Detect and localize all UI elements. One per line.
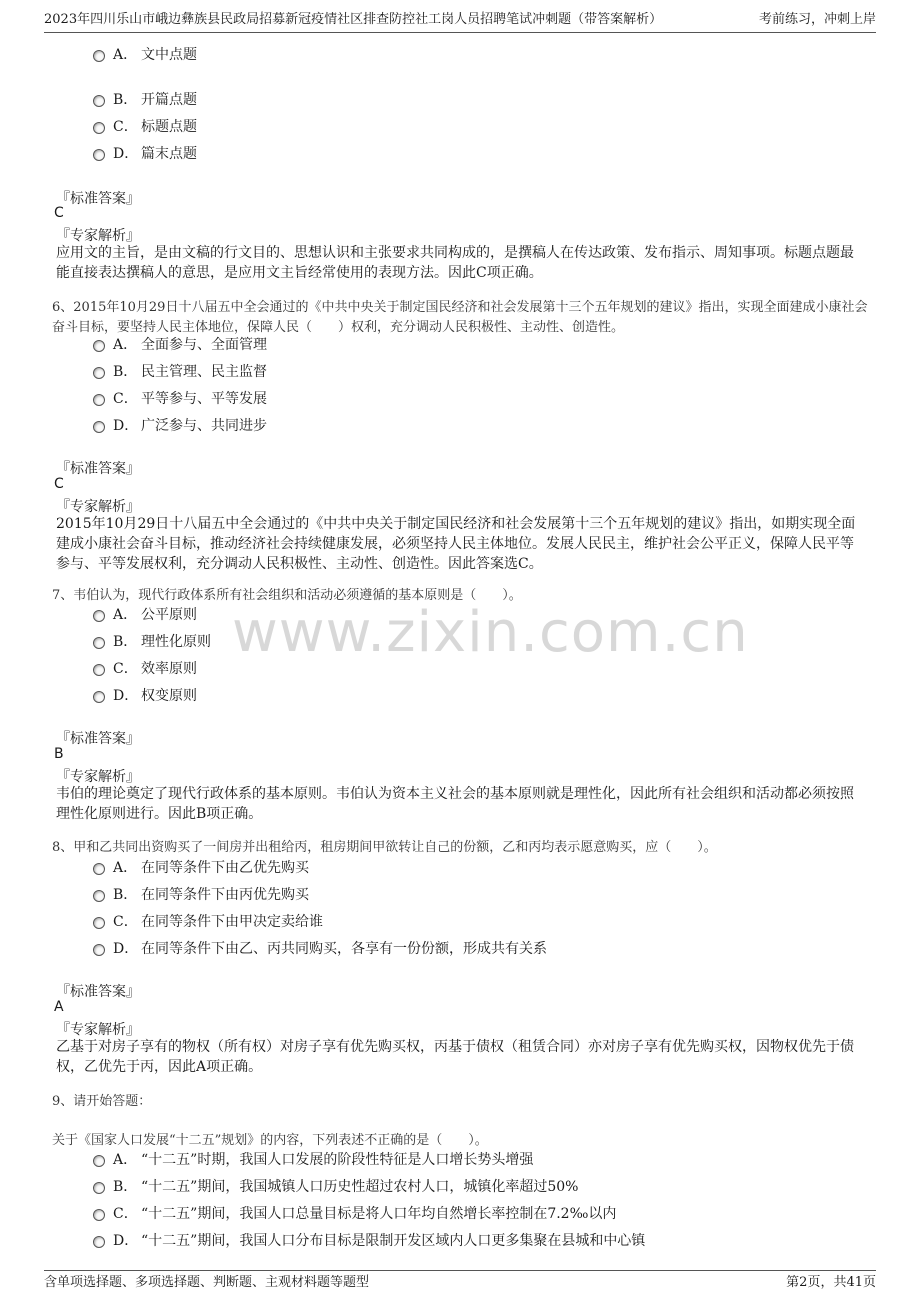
- q6-answer-label: 『标准答案』: [56, 461, 140, 477]
- watermark: www.zixin.com.cn: [232, 600, 749, 665]
- q8-analysis: 乙基于对房子享有的物权（所有权）对房子享有优先购买权，丙基于债权（租赁合同）亦对房子享有优先购买权，因物权优先于债权，乙优先于丙，因此A项正确。: [56, 1039, 854, 1075]
- q8-analysis-label: 『专家解析』: [56, 1022, 140, 1038]
- q6-stem-line2: 奋斗目标，要坚持人民主体地位，保障人民（ ）权利，充分调动人民积极性、主动性、创造性。: [52, 320, 625, 335]
- q6-analysis: 2015年10月29日十八届五中全会通过的《中共中央关于制定国民经济和社会发展第十三个五年规划的建议》指出，如期实现全面建成小康社会奋斗目标，推动经济社会持续健康发展，必须坚持人民主体地位。发展人民民主，维护社会公平正义，保障人民平等参与、平等发展权利，充分调动人民积极性、主动性、创造性。因此答案选C。: [56, 516, 856, 572]
- radio-icon[interactable]: [93, 664, 105, 676]
- radio-icon[interactable]: [93, 637, 105, 649]
- q7-answer-label: 『标准答案』: [56, 731, 140, 747]
- radio-icon[interactable]: [93, 340, 105, 352]
- q6-analysis-label: 『专家解析』: [56, 499, 140, 515]
- page-header: [44, 10, 876, 33]
- q6-answer: C: [54, 476, 64, 492]
- radio-icon[interactable]: [93, 1182, 105, 1194]
- q7-answer: B: [54, 746, 64, 762]
- radio-icon[interactable]: [93, 863, 105, 875]
- q9-stem: 9、请开始答题：: [52, 1094, 152, 1109]
- q7-analysis: 韦伯的理论奠定了现代行政体系的基本原则。韦伯认为资本主义社会的基本原则就是理性化，因此所有社会组织和活动都必须按照理性化原则进行。因此B项正确。: [56, 786, 854, 822]
- radio-icon[interactable]: [93, 917, 105, 929]
- radio-icon[interactable]: [93, 610, 105, 622]
- radio-icon[interactable]: [93, 394, 105, 406]
- document-title: 2023年四川乐山市峨边彝族县民政局招募新冠疫情社区排查防控社工岗人员招聘笔试冲刺题（带答案解析）: [44, 12, 663, 27]
- radio-icon[interactable]: [93, 1155, 105, 1167]
- q7-stem: 7、韦伯认为，现代行政体系所有社会组织和活动必须遵循的基本原则是（ ）。: [52, 588, 522, 603]
- q6-stem-line1: 6、2015年10月29日十八届五中全会通过的《中共中央关于制定国民经济和社会发展第十三个五年规划的建议》指出，实现全面建成小康社会: [52, 300, 868, 315]
- header-slogan: 考前练习，冲刺上岸: [758, 12, 876, 27]
- page-footer: [44, 1270, 876, 1293]
- q5-answer-label: 『标准答案』: [56, 191, 140, 207]
- q5-analysis-label: 『专家解析』: [56, 228, 140, 244]
- radio-icon[interactable]: [93, 421, 105, 433]
- radio-icon[interactable]: [93, 890, 105, 902]
- radio-icon[interactable]: [93, 1236, 105, 1248]
- q5-analysis: 应用文的主旨，是由文稿的行文目的、思想认识和主张要求共同构成的，是撰稿人在传达政策、发布指示、周知事项。标题点题最能直接表达撰稿人的意思，是应用文主旨经常使用的表现方法。因此C项正确。: [56, 245, 854, 281]
- radio-icon[interactable]: [93, 149, 105, 161]
- radio-icon[interactable]: [93, 691, 105, 703]
- radio-icon[interactable]: [93, 95, 105, 107]
- q7-analysis-label: 『专家解析』: [56, 769, 140, 785]
- radio-icon[interactable]: [93, 1209, 105, 1221]
- radio-icon[interactable]: [93, 122, 105, 134]
- question-types: 含单项选择题、多项选择题、判断题、主观材料题等题型: [44, 1275, 370, 1290]
- radio-icon[interactable]: [93, 367, 105, 379]
- q8-stem: 8、甲和乙共同出资购买了一间房并出租给丙，租房期间甲欲转让自己的份额，乙和丙均表示愿意购买，应（ ）。: [52, 840, 717, 855]
- q9-sub-stem: 关于《国家人口发展“十二五”规划》的内容，下列表述不正确的是（ ）。: [52, 1133, 488, 1148]
- q8-answer: A: [54, 999, 64, 1015]
- radio-icon[interactable]: [93, 944, 105, 956]
- radio-icon[interactable]: [93, 50, 105, 62]
- page-number: 第2页，共41页: [786, 1275, 876, 1290]
- q5-answer: C: [54, 205, 64, 221]
- q8-answer-label: 『标准答案』: [56, 984, 140, 1000]
